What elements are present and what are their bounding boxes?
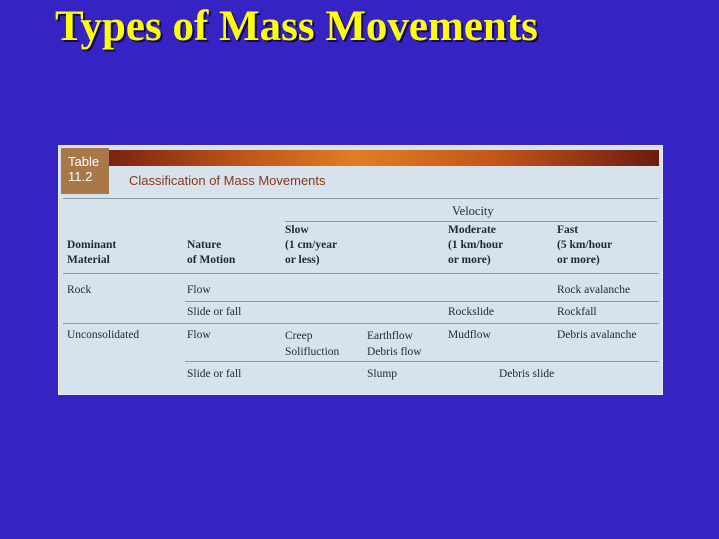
row1-fast: Rock avalanche <box>557 284 631 296</box>
velocity-header: Velocity <box>452 204 494 218</box>
rule-row1 <box>185 301 659 302</box>
col-header-slow: Slow (1 cm/year or less) <box>285 224 338 266</box>
classification-table <box>58 145 663 395</box>
rule-velocity <box>285 221 657 222</box>
rule-row2 <box>63 323 659 324</box>
header-gradient-bar <box>109 150 659 166</box>
table-caption: Classification of Mass Movements <box>129 173 326 188</box>
table-header-band <box>59 146 662 198</box>
rule-row3 <box>185 361 659 362</box>
col-header-fast: Fast (5 km/hour or more) <box>557 224 613 266</box>
col-header-moderate: Moderate (1 km/hour or more) <box>448 224 504 266</box>
row2-motion: Slide or fall <box>187 306 242 318</box>
row4-mid: Slump <box>367 368 398 380</box>
rule-header-bottom <box>63 273 659 274</box>
row2-fast: Rockfall <box>557 306 597 318</box>
row1-material: Rock <box>67 284 92 296</box>
row3-slow: Creep Solifluction <box>285 330 340 358</box>
table-number-label <box>61 148 109 194</box>
row3-fast: Debris avalanche <box>557 329 637 341</box>
row1-motion: Flow <box>187 284 211 296</box>
row3-mid: Earthflow Debris flow <box>367 330 422 358</box>
row4-moderate: Debris slide <box>499 368 555 380</box>
slide-title: Types of Mass Movements <box>55 3 538 50</box>
row4-motion: Slide or fall <box>187 368 242 380</box>
table-number-text: Table 11.2 <box>68 154 100 184</box>
col-header-dominant-material: Dominant Material <box>67 239 117 266</box>
row3-moderate: Mudflow <box>448 329 491 341</box>
row3-motion: Flow <box>187 329 211 341</box>
row3-material: Unconsolidated <box>67 329 140 341</box>
rule-top <box>63 198 659 199</box>
row2-moderate: Rockslide <box>448 306 494 318</box>
col-header-nature-of-motion: Nature of Motion <box>187 239 236 266</box>
